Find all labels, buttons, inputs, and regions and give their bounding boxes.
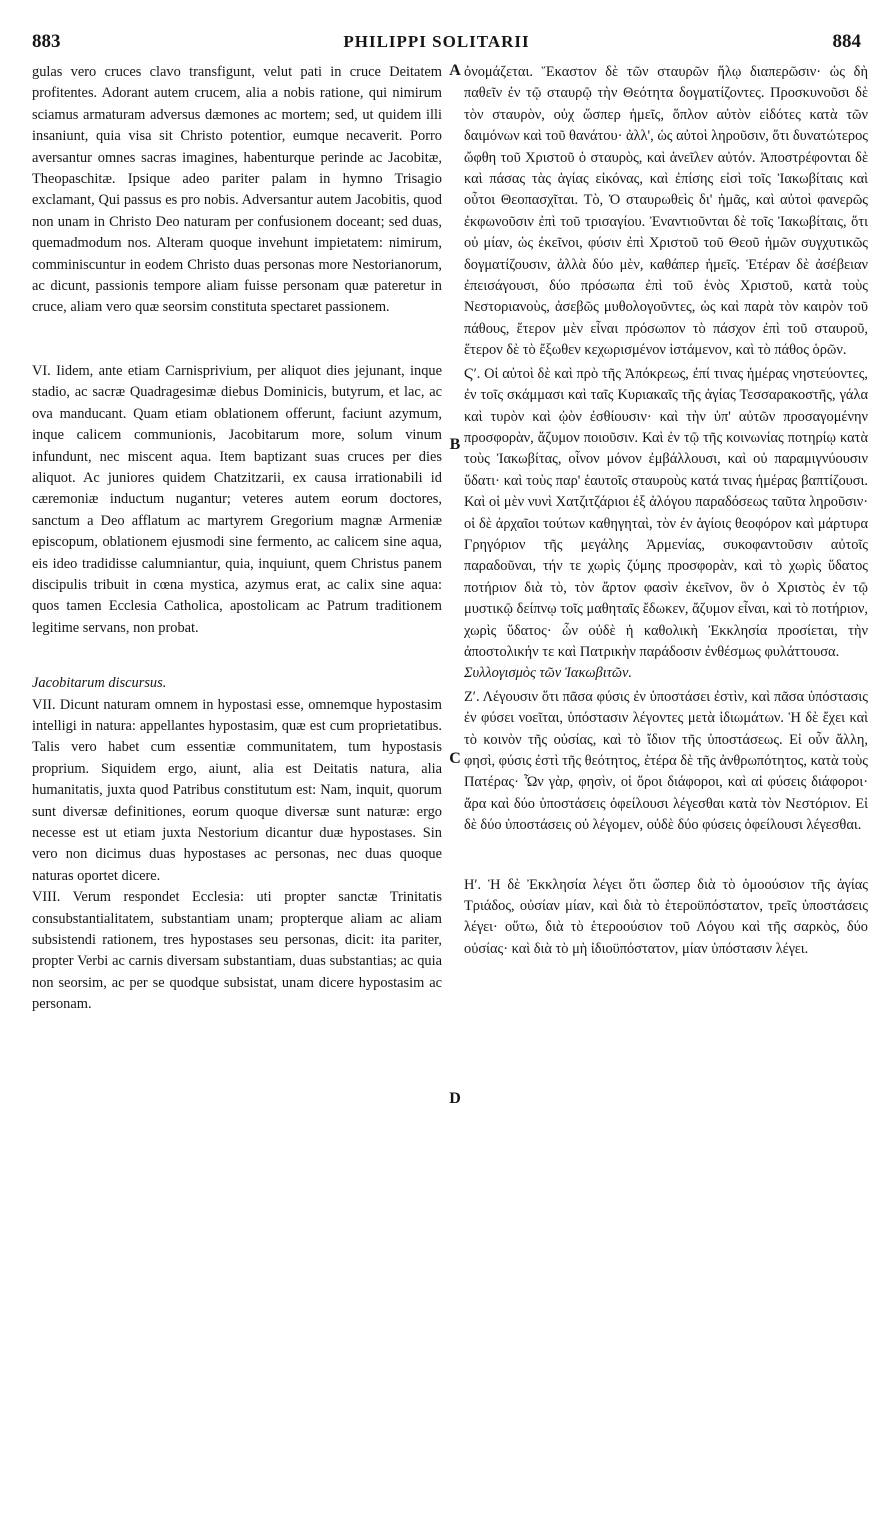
greek-column [464, 62, 868, 960]
latin-column [32, 62, 442, 1016]
page-number-right: 884 [832, 31, 861, 52]
greek-paragraph-1: ὀνομάζεται. Ἕκαστον δὲ τῶν σταυρῶν ἥλῳ διαπερῶσιν· ὡς δὴ παθεῖν ἐν τῷ σταυρῷ τὴν Θεότητα δογματίζοντες. Προσκυνοῦσι δὲ τὸν σταυρὸν, οὐχ ὥσπερ ἡμεῖς, ὅπλον αὐτὸν εἰδότες κατὰ τῶν δαιμόνων καὶ τοῦ θανάτου· ἀλλ', ὡς αὐτοὶ ληροῦσιν, ὅτι δυνατώτερος ὤφθη τοῦ Χριστοῦ ὁ σταυρὸς, καὶ ἀνεῖλεν αὐτόν. Ἀποστρέφονται δὲ καὶ πάσας τὰς ἁγίας εἰκόνας, καὶ ἐπίσης εἰσὶ τοῖς Ἰακωβίταις καὶ οὗτοι Θεοπασχῖται. Τὸ, Ὁ σταυρωθεὶς δι' ἡμᾶς, καὶ αὐτοὶ φανερῶς ἐκφωνοῦσιν ἐπὶ τοῦ τρισαγίου. Ἐναντιοῦνται δὲ τοῖς Ἰακωβίταις, ὅτι οὐ μίαν, ὡς ἐκεῖνοι, φύσιν ἐπὶ Χριστοῦ τοῦ Θεοῦ ἡμῶν συγχυτικῶς δογματίζουσιν, ἀλλὰ δύο μὲν, καθάπερ ἡμεῖς. Ἑτέραν δὲ ἀσέβειαν ἐπεισάγουσι, δύο πρόσωπα ἐπὶ τοῦ ἑνὸς Χριστοῦ, κατὰ τοὺς Νεστοριανοὺς, ἀσεβῶς μυθολογοῦντες, ὡς καὶ παρὰ τὸν καιρὸν τοῦ πάθους, ἕτερον μὲν εἶναι πρόσωπον τὸ πάσχον ἐπὶ τοῦ σταυροῦ, ἕτερον δὲ τὸ ἔξωθεν κεχωρισμένον ἱστάμενον, καὶ τὸ πάθος ὁρῶν. [464, 64, 868, 359]
running-title: PHILIPPI SOLITARII [343, 32, 530, 51]
latin-paragraph-1: gulas vero cruces clavo transfigunt, velut pati in cruce Deitatem profitentes. Adorant autem crucem, alia a nobis ratione, qui nimirum sciamus armaturam adversus dæmones ac mortem; sed, ut quidem illi insaniunt, quia visa sit Christo potentior, eumque necaverit. Porro aversantur omnes sacras imagines, habenturque perinde ac Jacobitæ, Theopaschitæ. Ipsique adeo pariter palam in hymno Trisagio exclamant, Qui passus es pro nobis. Adversantur autem Jacobitis, quod non unam in Christo Deo naturam per confusionem doceant; sed duas, quemadmodum nos. Alteram quoque invehunt impietatem: nimirum, comminiscuntur in eodem Christo duas personas more Nestorianorum, ac dicunt, passionis tempore aliam fuisse personam quæ pateretur in cruce, aliam vero quæ seorsim constituta spectaret passionem. [32, 64, 442, 316]
margin-letter-d: D [449, 1090, 461, 1107]
margin-letter-c: C [449, 750, 461, 767]
latin-paragraph-6: VI. Iidem, ante etiam Carnisprivium, per aliquot dies jejunant, inque stadio, ac sacræ Quadragesimæ diebus Dominicis, butyrum, et lac, ac ova manducant. Quam etiam oblationem offerunt, faciunt azymum, inque calicem communionis, Jacobitarum more, solum vinum infundunt, nec miscent aqua. Item baptizant suas cruces per dies aliquot. Ac juniores quidem Chatzitzarii, ex causa irrationabili id cæremoniæ inductum nugantur; veteres autem eorum doctores, sanctum a Deo afflatum ac martyrem Gregorium magnæ Armeniæ episcopum, oblationem ejusmodi sine fermento, ac calicem sine aqua, eis ideo tradidisse calumniantur, quia, inquiunt, quem Christus panem discipulis tribuit in cœna mystica, azymus erat, ac calix sine aqua: quos tamen Ecclesia Catholica, apostolicam ac Patrum traditionem legitime servans, non probat. [32, 362, 442, 636]
latin-section-heading: Jacobitarum discursus. [32, 675, 167, 692]
latin-paragraph-8: VIII. Verum respondet Ecclesia: uti propter sanctæ Trinitatis consubstantialitatem, substantiam unam; propterque aliam ac aliam subsistendi rationem, tres hypostases seu personas, dicit: ita pariter, propter Verbi ac carnis diversam substantiam, duas substantias; ac quia non seorsim, ac per se quodque subsistat, unam dicere hypostasim ac personam. [32, 889, 442, 1013]
greek-paragraph-8: Ηʹ. Ἡ δὲ Ἐκκλησία λέγει ὅτι ὥσπερ διὰ τὸ ὁμοούσιον τῆς ἁγίας Τριάδος, οὐσίαν μίαν, καὶ διὰ τὸ ἑτεροϋπόστατον, τρεῖς ὑποστάσεις λέγει· οὕτω, διὰ τὸ ἑτεροούσιον τοῦ Λόγου καὶ τῆς σαρκὸς, δύο οὐσίας· καὶ διὰ τὸ μὴ ἰδιοϋπόστατον, μίαν ὑπόστασιν λέγει. [464, 876, 868, 957]
greek-paragraph-6: Ϛʹ. Οἱ αὐτοὶ δὲ καὶ πρὸ τῆς Ἀπόκρεως, ἐπί τινας ἡμέρας νηστεύοντες, ἐν τοῖς σκάμμασι καὶ ταῖς Κυριακαῖς τῆς ἁγίας Τεσσαρακοστῆς, γάλα καὶ τυρὸν καὶ ᾠὸν ἐσθίουσιν· καὶ τὴν ὑπ' αὐτῶν προσαγομένην προσφορὰν, ἄζυμον ποιοῦσιν. Καὶ ἐν τῷ τῆς κοινωνίας ποτηρίῳ κατὰ τοὺς Ἰακωβίτας, οἶνον μόνον ἐμβάλλουσι, καὶ οὐ παραμιγνύουσιν ὕδατι· καὶ τοὺς παρ' ἑαυτοῖς σταυροὺς κατά τινας ἡμέρας βαπτίζουσι. Καὶ οἱ μὲν νυνὶ Χατζιτζάριοι ἐξ ἀλόγου παραδόσεως ταῦτα ληροῦσιν· οἱ δὲ ἀρχαῖοι τούτων καθηγηταὶ, τὸν ἐν ἁγίοις θεοφόρον καὶ μάρτυρα Γρηγόριον τῆς μεγάλης Ἀρμενίας, συκοφαντοῦσιν αὐτοῖς παραδοῦναι, τήν τε χωρὶς ζύμης προσφορὰν, καὶ τὸ χωρὶς ὕδατος ποτήριον διὰ τὸ, τὸν ἄρτον φασὶν ἐκεῖνον, ὃν ὁ Χριστὸς ἐν τῷ μυστικῷ δείπνῳ τοῖς μαθηταῖς ἔδωκεν, ἄζυμον εἶναι, καὶ τὸ ποτήριον, χωρὶς ὕδατος· ὧν οὐδὲ ἡ καθολικὴ Ἐκκλησία προσίεται, τὴν ἀποστολικήν τε καὶ Πατρικὴν παράδοσιν ἐνθέσμως φυλάττουσα. [464, 365, 868, 660]
greek-section-heading: Συλλογισμὸς τῶν Ἰακωβιτῶν. [464, 665, 633, 682]
greek-paragraph-7: Ζʹ. Λέγουσιν ὅτι πᾶσα φύσις ἐν ὑποστάσει ἐστὶν, καὶ πᾶσα ὑπόστασις ἐν φύσει νοεῖται, ὑπόστασιν λέγοντες μετὰ ἰδιωμάτων. Ἡ δὲ ἔχει καὶ τὸ κοινὸν τῆς οὐσίας, καὶ τὸ ἴδιον τῆς ὑποστάσεως. Εἰ οὖν ἄλλη, φησὶ, φύσις ἐστὶ τῆς θεότητος, ἑτέρα δὲ τῆς ἀνθρωπότητος, κατὰ τοὺς Πατέρας· Ὧν γὰρ, φησὶν, οἱ ὅροι διάφοροι, καὶ αἱ φύσεις διάφοροι· ἄρα καὶ δύο ὑποστάσεις ὀφείλουσι λέγεσθαι κατὰ τὸν Νεστόριον. Εἰ δὲ δύο ὑποστάσεις οὐ λέγομεν, οὐδὲ δύο φύσεις ὀφείλουσι λέγεσθαι. [464, 688, 868, 834]
latin-paragraph-7: VII. Dicunt naturam omnem in hypostasi esse, omnemque hypostasim intelligi in natura: appellantes hypostasim, quæ est cum proprietatibus. Talis vero habet cum essentiæ communitatem, tum hypostasis proprium. Siquidem ergo, aiunt, alia est Deitatis natura, alia humanitatis, juxta quod Patribus constitutum est: Nam, inquit, quorum sunt diversæ definitiones, eorum quoque diversæ sunt naturæ: ergo necesse est ut etiam juxta Nestorium dicantur duæ hypostases. Sin vero non dicimus duas hypostases ac personas, nec duas quoque naturas oportet dicere. [32, 696, 442, 884]
page-number-left: 883 [32, 31, 61, 52]
margin-letter-b: B [449, 436, 461, 453]
margin-letter-a: A [449, 62, 461, 79]
